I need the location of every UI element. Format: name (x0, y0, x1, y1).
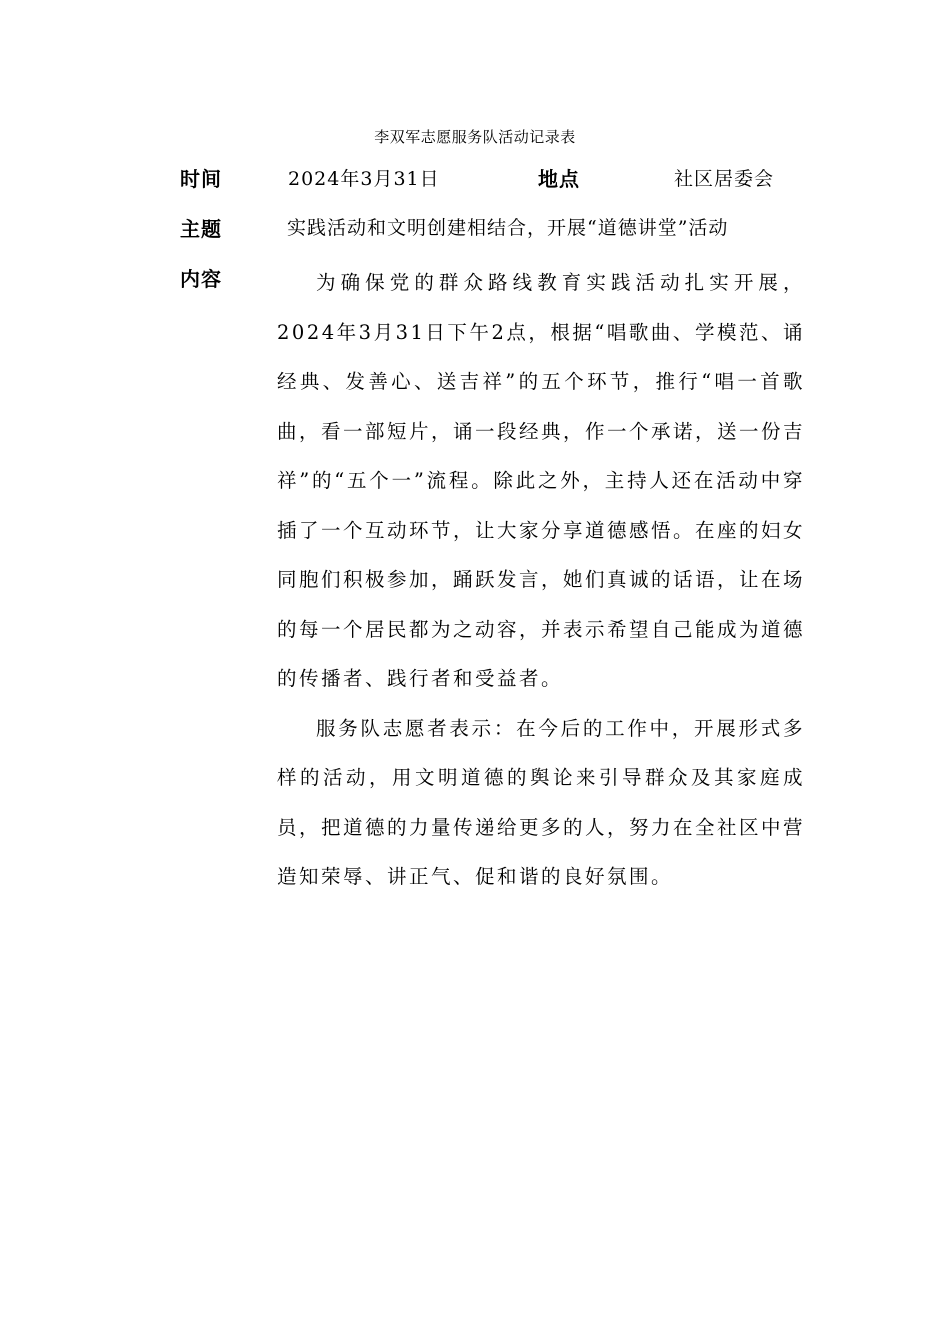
location-value: 社区居委会 (674, 168, 775, 190)
theme-label: 主题 (180, 217, 222, 241)
content-body (277, 258, 805, 902)
content-label: 内容 (180, 267, 222, 291)
content-paragraph: 服务队志愿者表示：在今后的工作中，开展形式多样的活动，用文明道德的舆论来引导群众及其家庭成员，把道德的力量传递给更多的人，努力在全社区中营造知荣辱、讲正气、促和谐的良好氛围。 (277, 716, 806, 888)
content-paragraph: 为确保党的群众路线教育实践活动扎实开展，2024年3月31日下午2点，根据“唱歌曲、学模范、诵经典、发善心、送吉祥”的五个环节，推行“唱一首歌曲，看一部短片，诵一段经典，作一个承诺，送一份吉祥”的“五个一”流程。除此之外，主持人还在活动中穿插了一个互动环节，让大家分享道德感悟。在座的妇女同胞们积极参加，踊跃发言，她们真诚的话语，让在场的每一个居民都为之动容，并表示希望自己能成为道德的传播者、践行者和受益者。 (277, 271, 806, 690)
document-title: 李双军志愿服务队活动记录表 (374, 128, 576, 146)
time-label: 时间 (180, 167, 222, 191)
theme-value: 实践活动和文明创建相结合，开展“道德讲堂”活动 (287, 217, 729, 239)
location-label: 地点 (538, 167, 580, 191)
time-value: 2024年3月31日 (288, 168, 440, 190)
